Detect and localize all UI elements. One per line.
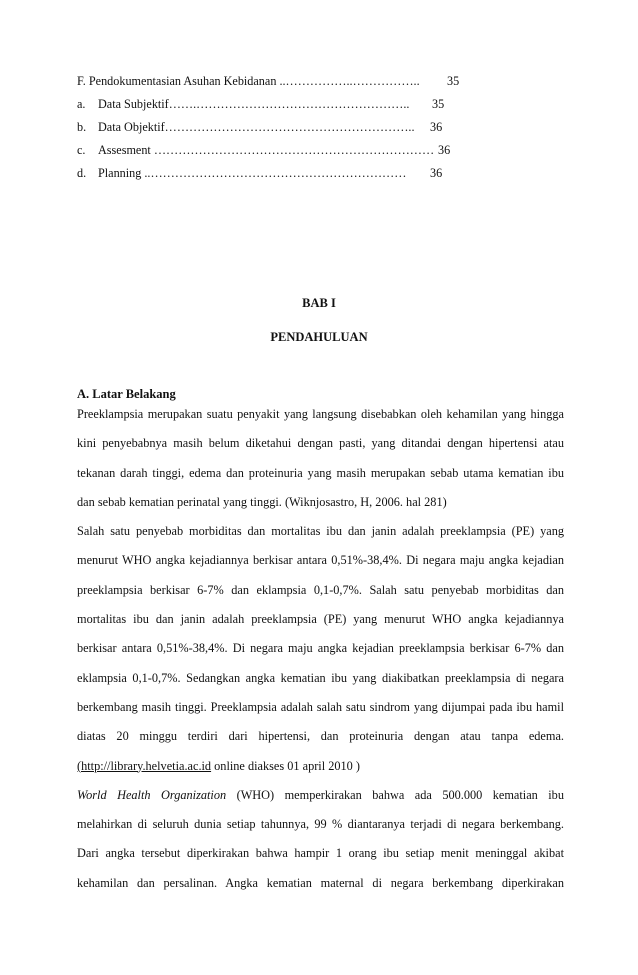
toc-entry-label: a. [77,97,86,111]
toc-entry-page: 36 [430,166,443,180]
paragraph-line: kehamilan dan persalinan. Angka kematian maternal di negara berkembang diperkirakan [77,875,564,890]
toc-entry-label: b. [77,120,87,134]
citation-line [77,752,564,781]
paragraph-line: dan sebab kematian perinatal yang tinggi. (Wiknjosastro, H, 2006. hal 281) [77,494,447,509]
citation-text: online diakses 01 april 2010 ) [211,758,360,773]
toc-entry-text: Assesment …………………………………………………………… [98,143,435,157]
paragraph-line: Dari angka tersebut diperkirakan bahwa hampir 1 orang ibu setiap menit meninggal akibat [77,846,564,861]
toc-entry-page: 36 [430,120,443,134]
chapter-number: BAB I [302,296,336,310]
paragraph-line: Preeklampsia merupakan suatu penyakit yang langsung disebabkan oleh kehamilan yang hingga [77,407,564,421]
table-of-contents [77,72,547,187]
paragraph-line: kini penyebabnya masih belum diketahui dengan pasti, yang ditandai dengan hipertensi atau [77,436,564,451]
toc-entry-page: 35 [447,74,460,88]
paragraph-line: melahirkan di seluruh dunia setiap tahunnya, 99 % diantaranya terjadi di negara berkembang. [77,817,564,832]
paragraph-line: diatas 20 minggu terdiri dari hipertensi, dan proteinuria dengan atau tanpa edema. [77,729,564,744]
paragraph-line: berkembang masih tinggi. Preeklampsia adalah salah satu sindrom yang dijumpai pada ibu hamil [77,699,564,714]
paragraph-line: Salah satu penyebab morbiditas dan mortalitas ibu dan janin adalah preeklampsia (PE) yang [77,524,564,539]
paragraph-line: mortalitas ibu dan janin adalah preeklampsia (PE) yang menurut WHO angka kejadiannya [77,612,564,627]
toc-entry-text: Planning ..……………………………………………………… [98,166,407,180]
toc-entry-text: F. Pendokumentasian Asuhan Kebidanan ..……………..…………….. [77,74,420,88]
toc-entry[interactable] [77,95,547,118]
paragraph-text: (WHO) memperkirakan bahwa ada 500.000 kematian ibu [226,787,564,802]
chapter-title: PENDAHULUAN [270,330,368,344]
paragraph-line: tekanan darah tinggi, edema dan proteinuria yang masih merupakan sebab utama kematian ibu [77,465,564,480]
body-text [77,400,564,898]
toc-entry[interactable] [77,141,547,164]
citation-link[interactable]: (http://library.helvetia.ac.id [77,758,212,773]
toc-entry-label: c. [77,143,86,157]
paragraph-line: preeklampsia berkisar 6-7% dan eklampsia 0,1-0,7%. Salah satu penyebab morbiditas dan [77,582,564,597]
paragraph-line: menurut WHO angka kejadiannya berkisar antara 0,51%-38,4%. Di negara maju angka kejadian [77,553,564,568]
paragraph-line [77,781,564,810]
toc-entry-text: Data Subjektif…….…………………………………………….. [98,97,410,111]
paragraph-line: berkisar antara 0,51%-38,4%. Di negara maju angka kejadian preeklampsia berkisar 6-7% dan [77,641,564,656]
toc-entry-page: 35 [432,97,445,111]
toc-entry-page: 36 [438,143,451,157]
toc-entry-label: d. [77,166,87,180]
section-title: A. Latar Belakang [77,387,176,401]
paragraph-line: eklampsia 0,1-0,7%. Sedangkan angka kematian ibu yang diakibatkan preeklampsia di negara [77,670,564,685]
toc-entry[interactable] [77,72,547,95]
toc-entry[interactable] [77,164,547,187]
toc-entry[interactable] [77,118,547,141]
organization-name: World Health Organization [77,787,227,802]
toc-entry-text: Data Objektif…………………………………………………….. [98,120,415,134]
